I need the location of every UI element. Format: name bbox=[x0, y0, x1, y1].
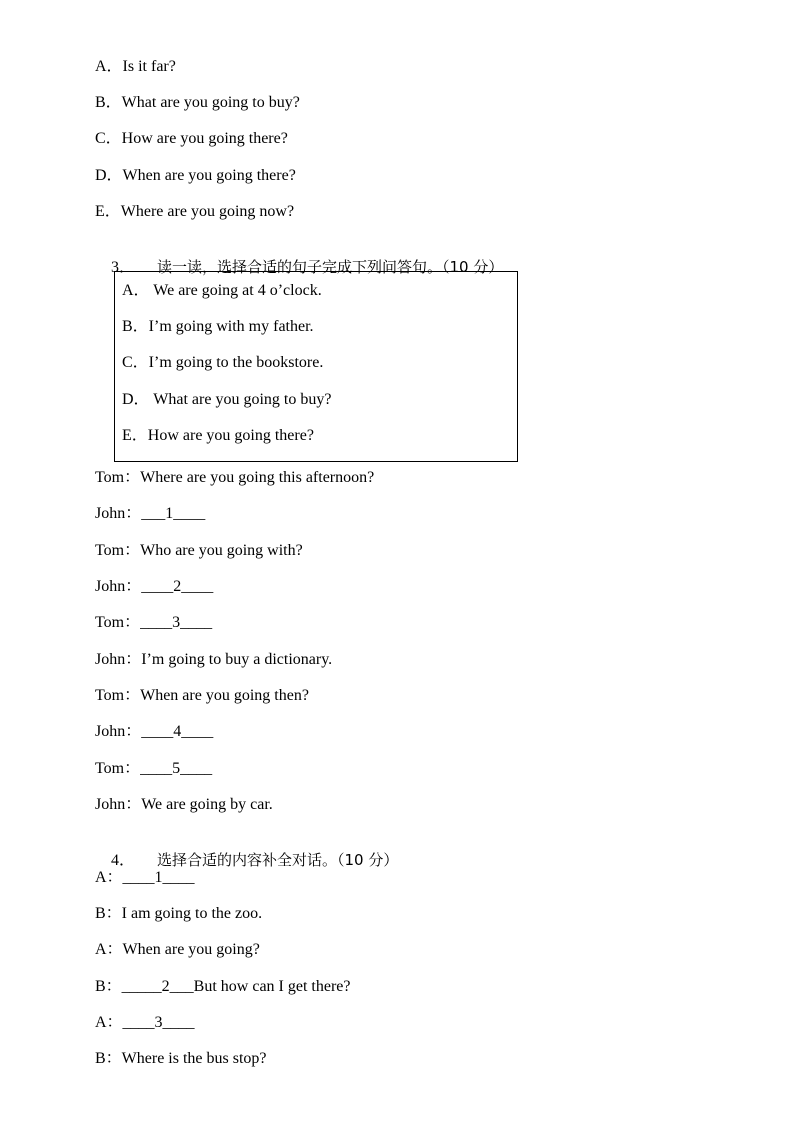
dialogue-line: B：I am going to the zoo. bbox=[95, 905, 263, 922]
option-d: D．When are you going there? bbox=[95, 167, 296, 184]
box-option-b: B．I’m going with my father. bbox=[122, 318, 314, 335]
dialogue-line: John：I’m going to buy a dictionary. bbox=[95, 651, 333, 668]
question-number: 4． bbox=[111, 852, 136, 869]
dialogue-line: John：___1____ bbox=[95, 505, 206, 522]
dialogue-line: B：Where is the bus stop? bbox=[95, 1050, 267, 1067]
dialogue-line: John：____4____ bbox=[95, 723, 214, 740]
box-option-a: A． We are going at 4 o’clock. bbox=[122, 282, 322, 299]
box-option-c: C．I’m going to the bookstore. bbox=[122, 354, 324, 371]
box-option-d: D． What are you going to buy? bbox=[122, 391, 332, 408]
dialogue-line: Tom：____3____ bbox=[95, 614, 213, 631]
dialogue-line: B：_____2___But how can I get there? bbox=[95, 978, 351, 995]
dialogue-line: John：We are going by car. bbox=[95, 796, 273, 813]
dialogue-line: Tom：When are you going then? bbox=[95, 687, 309, 704]
options-box bbox=[114, 271, 518, 462]
option-e: E．Where are you going now? bbox=[95, 203, 295, 220]
question-instruction: 读一读，选择合适的句子完成下列问答句。（10 分） bbox=[157, 258, 504, 276]
question-number: 3． bbox=[111, 259, 136, 276]
dialogue-line: Tom：____5____ bbox=[95, 760, 213, 777]
question-instruction: 选择合适的内容补全对话。（10 分） bbox=[157, 851, 399, 869]
question-4-heading bbox=[95, 830, 399, 869]
option-c: C．How are you going there? bbox=[95, 130, 288, 147]
option-b: B．What are you going to buy? bbox=[95, 94, 300, 111]
dialogue-line: John：____2____ bbox=[95, 578, 214, 595]
option-a: A．Is it far? bbox=[95, 58, 176, 75]
dialogue-line: A：____3____ bbox=[95, 1014, 195, 1031]
dialogue-line: A：____1____ bbox=[95, 869, 195, 886]
question-3-heading bbox=[95, 237, 504, 276]
dialogue-line: Tom：Where are you going this afternoon? bbox=[95, 469, 375, 486]
box-option-e: E．How are you going there? bbox=[122, 427, 314, 444]
dialogue-line: A：When are you going? bbox=[95, 941, 260, 958]
dialogue-line: Tom：Who are you going with? bbox=[95, 542, 303, 559]
